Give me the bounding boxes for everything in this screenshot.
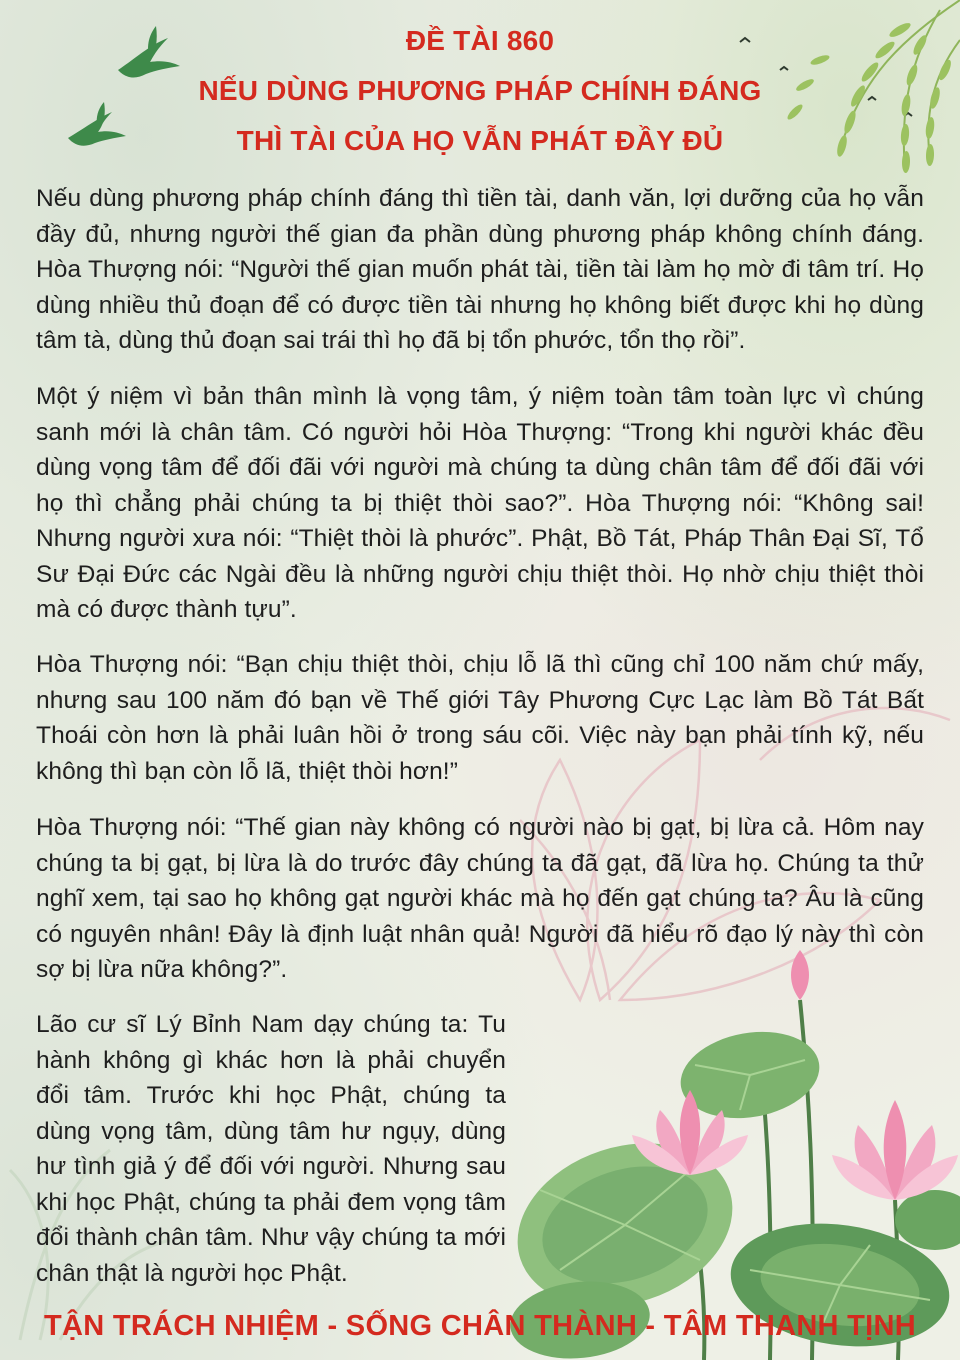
- lotus-leaf-icon: [895, 1190, 960, 1250]
- paragraph-1: Nếu dùng phương pháp chính đáng thì tiền tài, danh văn, lợi dưỡng của họ vẫn đầy đủ, nhưng người thế gian đa phần dùng phương pháp không chính đáng. Hòa Thượng nói: “Người thế gian muốn phát tài, tiền tài làm họ mờ đi tâm trí. Họ dùng nhiều thủ đoạn để có được tiền tài nhưng họ không biết được khi họ dùng tâm tà, dùng thủ đoạn sai trái thì họ đã bị tổn phước, tổn thọ rồi”.: [36, 185, 924, 354]
- topic-number: ĐỀ TÀI 860: [405, 25, 555, 56]
- lotus-flower-icon: [832, 1100, 958, 1200]
- title-line-1: NẾU DÙNG PHƯƠNG PHÁP CHÍNH ĐÁNG: [198, 75, 762, 106]
- paragraph-2: Một ý niệm vì bản thân mình là vọng tâm, ý niệm toàn tâm toàn lực vì chúng sanh mới là chân tâm. Có người hỏi Hòa Thượng: “Trong khi người khác đều dùng vọng tâm để đối đãi với người mà chúng ta dùng chân tâm để đối đãi với họ thì chẳng phải chúng ta bị thiệt thòi sao?”. Hòa Thượng nói: “Không sai! Nhưng người xưa nói: “Thiệt thòi là phước”. Phật, Bồ Tát, Pháp Thân Đại Sĩ, Tổ Sư Đại Đức các Ngài đều là những người chịu thiệt thòi. Họ nhờ chịu thiệt thòi mà có được thành tựu”.: [36, 383, 924, 623]
- paragraph-4: Hòa Thượng nói: “Thế gian này không có người nào bị gạt, bị lừa cả. Hôm nay chúng ta bị gạt, bị lừa là do trước đây chúng ta đã gạt, đã lừa họ. Chúng ta thử nghĩ xem, tại sao họ không gạt người khác mà họ đến gạt chúng ta? Âu là cũng có nguyên nhân! Đây là định luật nhân quả! Người đã hiểu rõ đạo lý này thì còn sợ bị lừa nữa không?”.: [36, 814, 924, 983]
- paragraph-3: Hòa Thượng nói: “Bạn chịu thiệt thòi, chịu lỗ lã thì cũng chỉ 100 năm chứ mấy, nhưng sau 100 năm đó bạn về Thế giới Tây Phương Cực Lạc làm Bồ Tát Bất Thoái còn hơn là phải luân hồi ở trong sáu cõi. Việc này bạn phải tính kỹ, nếu không thì bạn còn lỗ lã, thiệt thòi hơn!”: [36, 651, 924, 785]
- footer-slogan: TẬN TRÁCH NHIỆM - SỐNG CHÂN THÀNH - TÂM THANH TỊNH: [43, 1310, 917, 1342]
- paragraph-5: Lão cư sĩ Lý Bỉnh Nam dạy chúng ta: Tu hành không gì khác hơn là phải chuyển đổi tâm. Trước khi học Phật, chúng ta dùng vọng tâm, dùng tâm hư ngụy, dùng hư tình giả ý để đối với người. Nhưng sau khi học Phật, chúng ta phải đem vọng tâm đổi thành chân tâm. Như vậy chúng ta mới chân thật là người học Phật.: [36, 1011, 506, 1287]
- title-line-2: THÌ TÀI CỦA HỌ VẪN PHÁT ĐẦY ĐỦ: [236, 125, 724, 156]
